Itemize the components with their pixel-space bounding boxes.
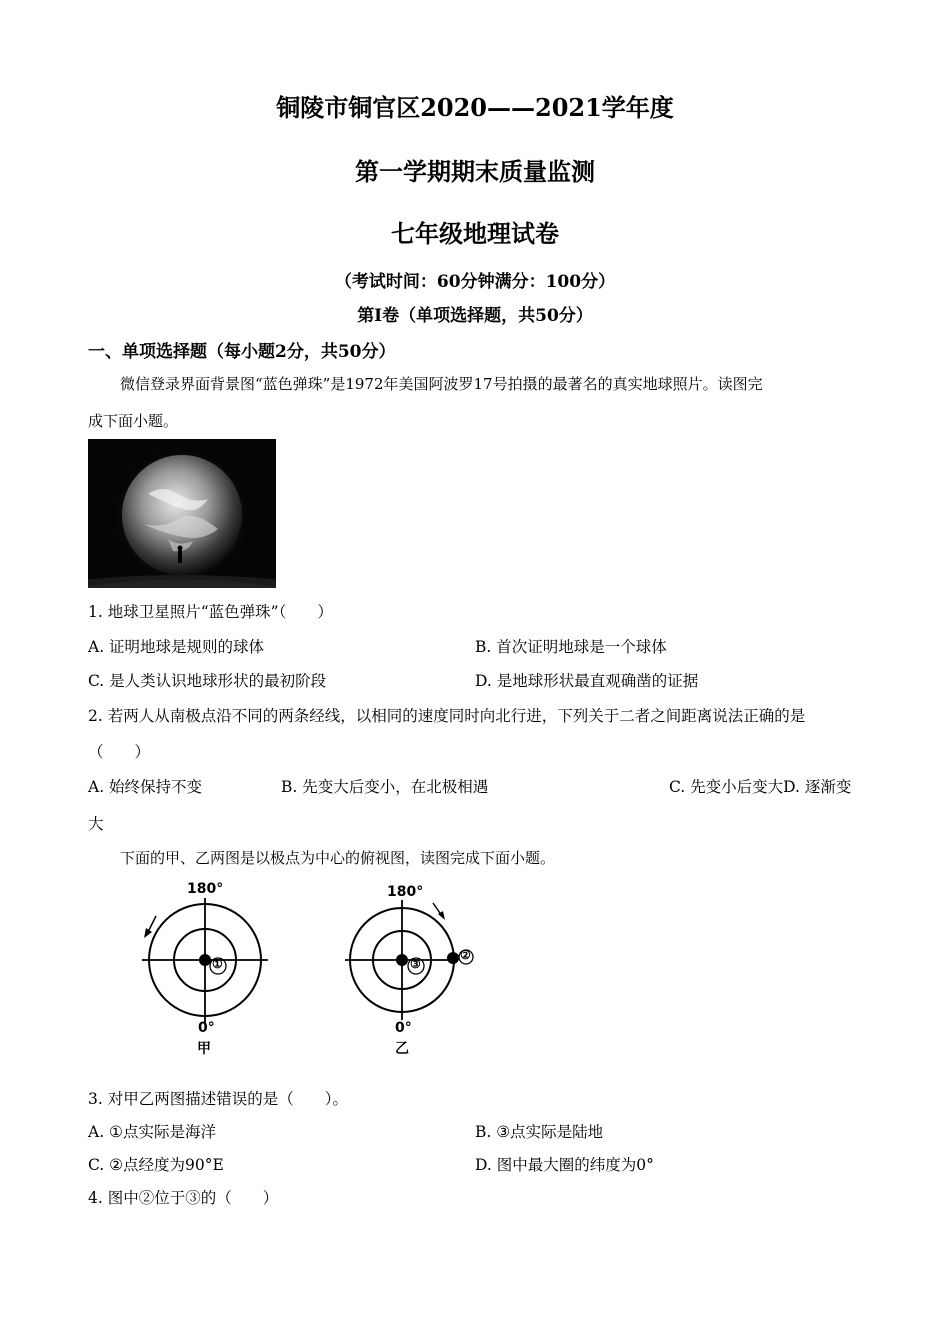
q2-option-b[interactable]: B. 先变大后变小，在北极相遇: [281, 778, 489, 796]
q3-option-c[interactable]: C. ②点经度为90°E: [88, 1156, 224, 1174]
q3-option-b[interactable]: B. ③点实际是陆地: [475, 1123, 604, 1141]
exam-title-line2: 第一学期期末质量监测: [355, 157, 595, 186]
exam-title-line3: 七年级地理试卷: [391, 219, 559, 248]
yi-bottom-label: 0°: [395, 1020, 412, 1036]
question-1-stem: 1. 地球卫星照片“蓝色弹珠”（ ）: [88, 603, 333, 621]
q2-option-a[interactable]: A. 始终保持不变: [88, 778, 203, 796]
question-2-stem-line1: 2. 若两人从南极点沿不同的两条经线，以相同的速度同时向北行进，下列关于二者之间距离说法正确的是: [88, 707, 806, 725]
yi-caption: 乙: [395, 1041, 409, 1057]
intro-paragraph-2: 下面的甲、乙两图是以极点为中心的俯视图，读图完成下面小题。: [120, 849, 556, 867]
jia-bottom-label: 0°: [198, 1020, 215, 1036]
section-heading: 一、单项选择题（每小题2分，共50分）: [88, 342, 396, 362]
exam-info: （考试时间：60分钟满分：100分）: [334, 272, 616, 292]
q3-option-d[interactable]: D. 图中最大圈的纬度为0°: [475, 1156, 654, 1174]
q2-option-d-continued: 大: [88, 815, 104, 833]
blue-marble-photo: [88, 439, 276, 588]
exam-title-line1: 铜陵市铜官区2020——2021学年度: [276, 93, 674, 122]
q1-option-c[interactable]: C. 是人类认识地球形状的最初阶段: [88, 672, 327, 690]
q1-option-a[interactable]: A. 证明地球是规则的球体: [88, 638, 265, 656]
intro-paragraph-line1: 微信登录界面背景图“蓝色弹珠”是1972年美国阿波罗17号拍摄的最著名的真实地球照片。读图完: [120, 375, 763, 393]
question-3-stem: 3. 对甲乙两图描述错误的是（ ）。: [88, 1090, 348, 1108]
yi-point-label-outer: ②: [460, 948, 471, 962]
jia-point-label: ①: [212, 957, 223, 971]
q1-option-d[interactable]: D. 是地球形状最直观确凿的证据: [475, 672, 699, 690]
question-4-stem: 4. 图中②位于③的（ ）: [88, 1189, 279, 1207]
q2-option-cd[interactable]: C. 先变小后变大D. 逐渐变: [669, 778, 852, 796]
q3-option-a[interactable]: A. ①点实际是海洋: [88, 1123, 216, 1141]
question-2-stem-line2: （ ）: [88, 743, 151, 761]
jia-top-label: 180°: [187, 881, 224, 897]
volume-heading: 第Ⅰ卷（单项选择题，共50分）: [357, 306, 593, 326]
polar-diagram-jia: [130, 878, 280, 1058]
q1-option-b[interactable]: B. 首次证明地球是一个球体: [475, 638, 667, 656]
jia-caption: 甲: [197, 1041, 211, 1057]
polar-diagram-yi: [335, 878, 485, 1058]
yi-point-label-inner: ③: [410, 957, 421, 971]
intro-paragraph-line2: 成下面小题。: [88, 412, 179, 430]
yi-top-label: 180°: [387, 884, 424, 900]
